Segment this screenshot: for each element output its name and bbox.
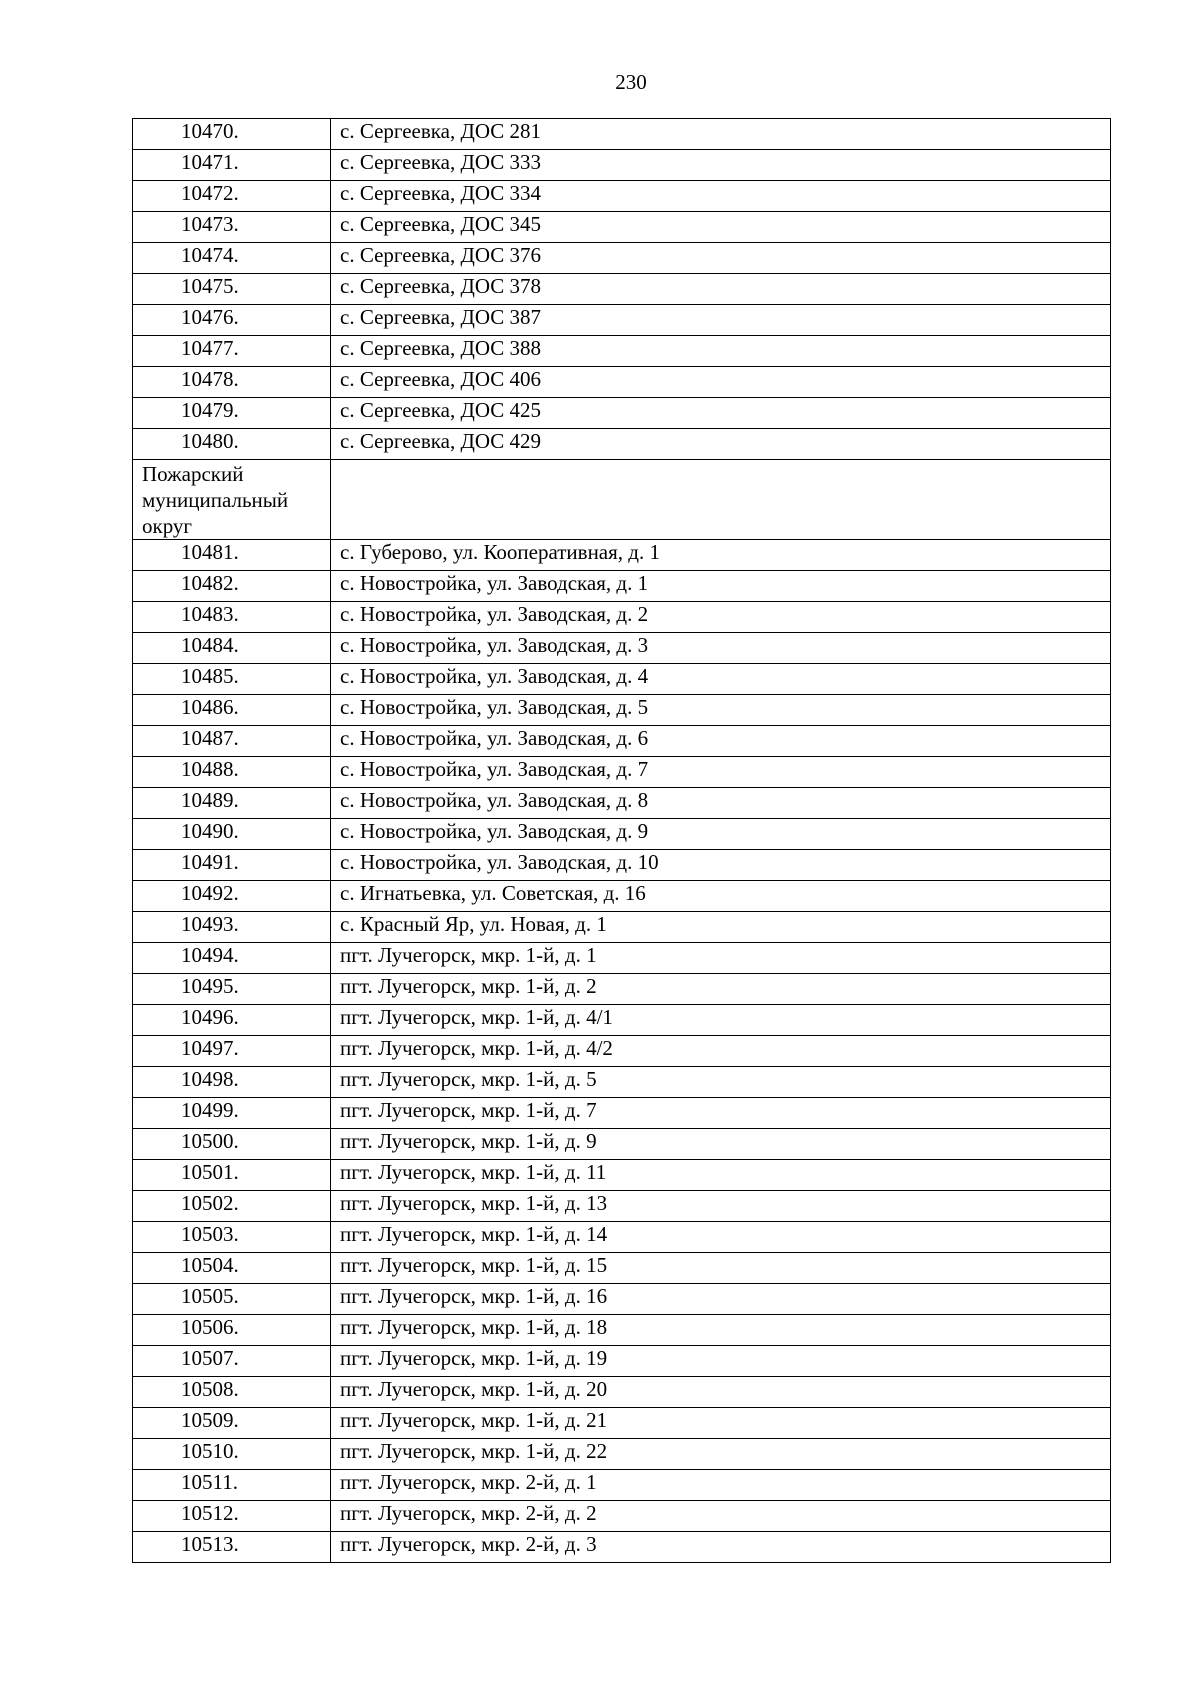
row-address-cell: с. Сергеевка, ДОС 429: [331, 429, 1111, 460]
row-number-cell: 10490.: [133, 819, 331, 850]
row-address-cell: с. Сергеевка, ДОС 345: [331, 212, 1111, 243]
row-address-cell: пгт. Лучегорск, мкр. 2-й, д. 2: [331, 1501, 1111, 1532]
row-number-cell: 10504.: [133, 1253, 331, 1284]
row-address-cell: пгт. Лучегорск, мкр. 1-й, д. 2: [331, 974, 1111, 1005]
table-row: [133, 850, 1111, 881]
row-address-cell: пгт. Лучегорск, мкр. 1-й, д. 11: [331, 1160, 1111, 1191]
table-row: [133, 1191, 1111, 1222]
row-address-cell: с. Сергеевка, ДОС 378: [331, 274, 1111, 305]
row-address-cell: с. Новостройка, ул. Заводская, д. 10: [331, 850, 1111, 881]
row-number-cell: 10479.: [133, 398, 331, 429]
section-empty-cell: [331, 460, 1111, 540]
address-table: [132, 118, 1111, 1563]
table-row: [133, 819, 1111, 850]
row-address-cell: с. Новостройка, ул. Заводская, д. 2: [331, 602, 1111, 633]
row-address-cell: пгт. Лучегорск, мкр. 1-й, д. 19: [331, 1346, 1111, 1377]
table-row: [133, 1470, 1111, 1501]
row-address-cell: пгт. Лучегорск, мкр. 2-й, д. 1: [331, 1470, 1111, 1501]
row-number-cell: 10497.: [133, 1036, 331, 1067]
row-address-cell: пгт. Лучегорск, мкр. 1-й, д. 14: [331, 1222, 1111, 1253]
row-address-cell: с. Сергеевка, ДОС 425: [331, 398, 1111, 429]
table-row: [133, 1315, 1111, 1346]
table-row: [133, 1222, 1111, 1253]
row-number-cell: 10494.: [133, 943, 331, 974]
row-number-cell: 10496.: [133, 1005, 331, 1036]
row-number-cell: 10470.: [133, 119, 331, 150]
table-row: [133, 1067, 1111, 1098]
row-number-cell: 10503.: [133, 1222, 331, 1253]
table-row: [133, 274, 1111, 305]
row-number-cell: 10492.: [133, 881, 331, 912]
table-row: [133, 212, 1111, 243]
row-address-cell: пгт. Лучегорск, мкр. 1-й, д. 1: [331, 943, 1111, 974]
row-number-cell: 10471.: [133, 150, 331, 181]
table-row: [133, 1129, 1111, 1160]
table-row: [133, 633, 1111, 664]
row-address-cell: с. Игнатьевка, ул. Советская, д. 16: [331, 881, 1111, 912]
table-row: [133, 1036, 1111, 1067]
table-row: [133, 726, 1111, 757]
row-number-cell: 10491.: [133, 850, 331, 881]
table-row: [133, 1532, 1111, 1563]
table-row: [133, 429, 1111, 460]
table-row: [133, 181, 1111, 212]
table-row: [133, 695, 1111, 726]
table-row: [133, 974, 1111, 1005]
row-number-cell: 10500.: [133, 1129, 331, 1160]
row-number-cell: 10498.: [133, 1067, 331, 1098]
row-number-cell: 10505.: [133, 1284, 331, 1315]
table-row: [133, 1501, 1111, 1532]
row-address-cell: пгт. Лучегорск, мкр. 1-й, д. 21: [331, 1408, 1111, 1439]
row-address-cell: с. Новостройка, ул. Заводская, д. 4: [331, 664, 1111, 695]
row-number-cell: 10485.: [133, 664, 331, 695]
row-number-cell: 10477.: [133, 336, 331, 367]
row-number-cell: 10478.: [133, 367, 331, 398]
table-row: [133, 881, 1111, 912]
table-row: [133, 1098, 1111, 1129]
row-address-cell: пгт. Лучегорск, мкр. 1-й, д. 13: [331, 1191, 1111, 1222]
row-number-cell: 10495.: [133, 974, 331, 1005]
page-number: 230: [615, 70, 647, 94]
row-address-cell: пгт. Лучегорск, мкр. 1-й, д. 4/1: [331, 1005, 1111, 1036]
row-number-cell: 10513.: [133, 1532, 331, 1563]
row-address-cell: пгт. Лучегорск, мкр. 1-й, д. 15: [331, 1253, 1111, 1284]
row-number-cell: 10484.: [133, 633, 331, 664]
table-row: [133, 1284, 1111, 1315]
table-row: [133, 150, 1111, 181]
table-row: [133, 571, 1111, 602]
table-row: [133, 1408, 1111, 1439]
row-number-cell: 10487.: [133, 726, 331, 757]
table-row: [133, 1377, 1111, 1408]
row-address-cell: с. Сергеевка, ДОС 388: [331, 336, 1111, 367]
row-address-cell: пгт. Лучегорск, мкр. 1-й, д. 18: [331, 1315, 1111, 1346]
row-address-cell: пгт. Лучегорск, мкр. 1-й, д. 9: [331, 1129, 1111, 1160]
table-row: [133, 1160, 1111, 1191]
table-row: [133, 1439, 1111, 1470]
row-address-cell: с. Новостройка, ул. Заводская, д. 8: [331, 788, 1111, 819]
row-address-cell: пгт. Лучегорск, мкр. 1-й, д. 7: [331, 1098, 1111, 1129]
row-number-cell: 10482.: [133, 571, 331, 602]
row-number-cell: 10511.: [133, 1470, 331, 1501]
row-address-cell: с. Красный Яр, ул. Новая, д. 1: [331, 912, 1111, 943]
row-address-cell: с. Новостройка, ул. Заводская, д. 3: [331, 633, 1111, 664]
row-address-cell: с. Сергеевка, ДОС 334: [331, 181, 1111, 212]
table-row: [133, 367, 1111, 398]
row-address-cell: с. Сергеевка, ДОС 406: [331, 367, 1111, 398]
row-address-cell: пгт. Лучегорск, мкр. 1-й, д. 5: [331, 1067, 1111, 1098]
row-address-cell: пгт. Лучегорск, мкр. 1-й, д. 4/2: [331, 1036, 1111, 1067]
table-row: [133, 305, 1111, 336]
table-row: [133, 788, 1111, 819]
row-address-cell: с. Сергеевка, ДОС 281: [331, 119, 1111, 150]
table-row: [133, 1346, 1111, 1377]
row-address-cell: с. Новостройка, ул. Заводская, д. 1: [331, 571, 1111, 602]
row-number-cell: 10510.: [133, 1439, 331, 1470]
table-row: [133, 1005, 1111, 1036]
row-number-cell: 10488.: [133, 757, 331, 788]
row-number-cell: 10476.: [133, 305, 331, 336]
row-number-cell: 10489.: [133, 788, 331, 819]
table-row: [133, 540, 1111, 571]
row-address-cell: с. Сергеевка, ДОС 387: [331, 305, 1111, 336]
row-number-cell: 10512.: [133, 1501, 331, 1532]
table-row: [133, 943, 1111, 974]
row-address-cell: с. Сергеевка, ДОС 376: [331, 243, 1111, 274]
row-number-cell: 10486.: [133, 695, 331, 726]
row-number-cell: 10508.: [133, 1377, 331, 1408]
row-number-cell: 10475.: [133, 274, 331, 305]
section-label-cell: Пожарский муниципальный округ: [133, 460, 331, 540]
table-row: [133, 336, 1111, 367]
row-address-cell: с. Новостройка, ул. Заводская, д. 9: [331, 819, 1111, 850]
row-number-cell: 10480.: [133, 429, 331, 460]
row-address-cell: с. Новостройка, ул. Заводская, д. 7: [331, 757, 1111, 788]
row-number-cell: 10473.: [133, 212, 331, 243]
row-number-cell: 10472.: [133, 181, 331, 212]
row-number-cell: 10507.: [133, 1346, 331, 1377]
table-row: [133, 243, 1111, 274]
row-number-cell: 10506.: [133, 1315, 331, 1346]
table-row: [133, 602, 1111, 633]
row-number-cell: 10502.: [133, 1191, 331, 1222]
row-address-cell: с. Сергеевка, ДОС 333: [331, 150, 1111, 181]
row-number-cell: 10501.: [133, 1160, 331, 1191]
address-table-body: [133, 119, 1111, 1563]
row-address-cell: пгт. Лучегорск, мкр. 2-й, д. 3: [331, 1532, 1111, 1563]
row-number-cell: 10493.: [133, 912, 331, 943]
table-row: [133, 757, 1111, 788]
row-number-cell: 10474.: [133, 243, 331, 274]
section-header-row: [133, 460, 1111, 540]
row-number-cell: 10499.: [133, 1098, 331, 1129]
row-number-cell: 10509.: [133, 1408, 331, 1439]
table-row: [133, 119, 1111, 150]
table-row: [133, 1253, 1111, 1284]
row-address-cell: пгт. Лучегорск, мкр. 1-й, д. 22: [331, 1439, 1111, 1470]
row-address-cell: с. Новостройка, ул. Заводская, д. 6: [331, 726, 1111, 757]
table-row: [133, 912, 1111, 943]
row-address-cell: с. Новостройка, ул. Заводская, д. 5: [331, 695, 1111, 726]
table-row: [133, 398, 1111, 429]
row-address-cell: пгт. Лучегорск, мкр. 1-й, д. 16: [331, 1284, 1111, 1315]
row-address-cell: с. Губерово, ул. Кооперативная, д. 1: [331, 540, 1111, 571]
row-number-cell: 10481.: [133, 540, 331, 571]
row-address-cell: пгт. Лучегорск, мкр. 1-й, д. 20: [331, 1377, 1111, 1408]
row-number-cell: 10483.: [133, 602, 331, 633]
table-row: [133, 664, 1111, 695]
